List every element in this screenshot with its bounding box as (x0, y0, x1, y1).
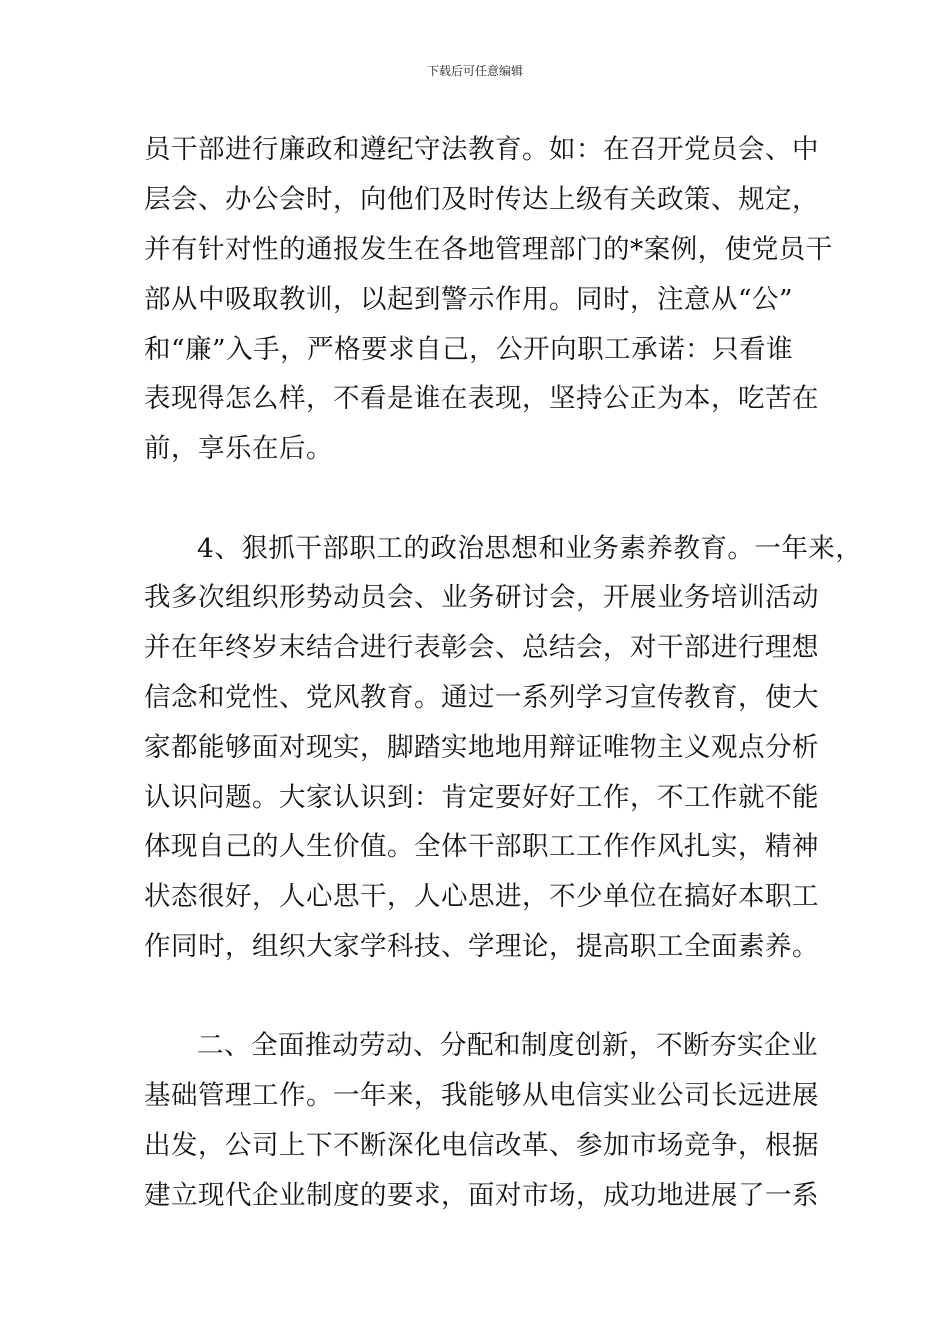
paragraph-line: 体现自己的人生价值。全体干部职工工作作风扎实，精神 (144, 831, 819, 862)
paragraph-line: 状态很好，人心思干，人心思进，不少单位在搞好本职工 (144, 881, 819, 912)
paragraph-line: 并有针对性的通报发生在各地管理部门的*案例，使党员干 (144, 234, 833, 265)
paragraph-line: 员干部进行廉政和遵纪守法教育。如：在召开党员会、中 (144, 134, 819, 165)
paragraph-line: 并在年终岁末结合进行表彰会、总结会，对干部进行理想 (144, 632, 819, 663)
paragraph-line: 建立现代企业制度的要求，面对市场，成功地进展了一系 (144, 1180, 819, 1211)
paragraph-line: 家都能够面对现实，脚踏实地地用辩证唯物主义观点分析 (144, 732, 819, 763)
paragraph-line: 部从中吸取教训，以起到警示作用。同时，注意从“公” (144, 284, 794, 315)
page-header: 下载后可任意编辑 (426, 64, 523, 78)
paragraph-line: 信念和党性、党风教育。通过一系列学习宣传教育，使大 (144, 682, 819, 713)
paragraph-line: 表现得怎么样，不看是谁在表现，坚持公正为本，吃苦在 (144, 383, 819, 414)
paragraph-line: 作同时，组织大家学科技、学理论，提高职工全面素养。 (144, 931, 819, 962)
paragraph-line: 二、全面推动劳动、分配和制度创新，不断夯实企业 (197, 1030, 818, 1061)
paragraph-line: 层会、办公会时，向他们及时传达上级有关政策、规定， (144, 184, 819, 215)
paragraph-line: 我多次组织形势动员会、业务研讨会，开展业务培训活动 (144, 582, 819, 613)
paragraph-line: 前，享乐在后。 (144, 433, 333, 464)
paragraph-line: 出发，公司上下不断深化电信改革、参加市场竞争，根据 (144, 1130, 819, 1161)
paragraph-line: 基础管理工作。一年来，我能够从电信实业公司长远进展 (144, 1080, 819, 1111)
paragraph-line: 认识问题。大家认识到：肯定要好好工作，不工作就不能 (144, 782, 819, 813)
paragraph-line: 4、狠抓干部职工的政治思想和业务素养教育。一年来， (197, 533, 863, 564)
paragraph-line: 和“廉”入手，严格要求自己，公开向职工承诺：只看谁 (144, 334, 794, 365)
